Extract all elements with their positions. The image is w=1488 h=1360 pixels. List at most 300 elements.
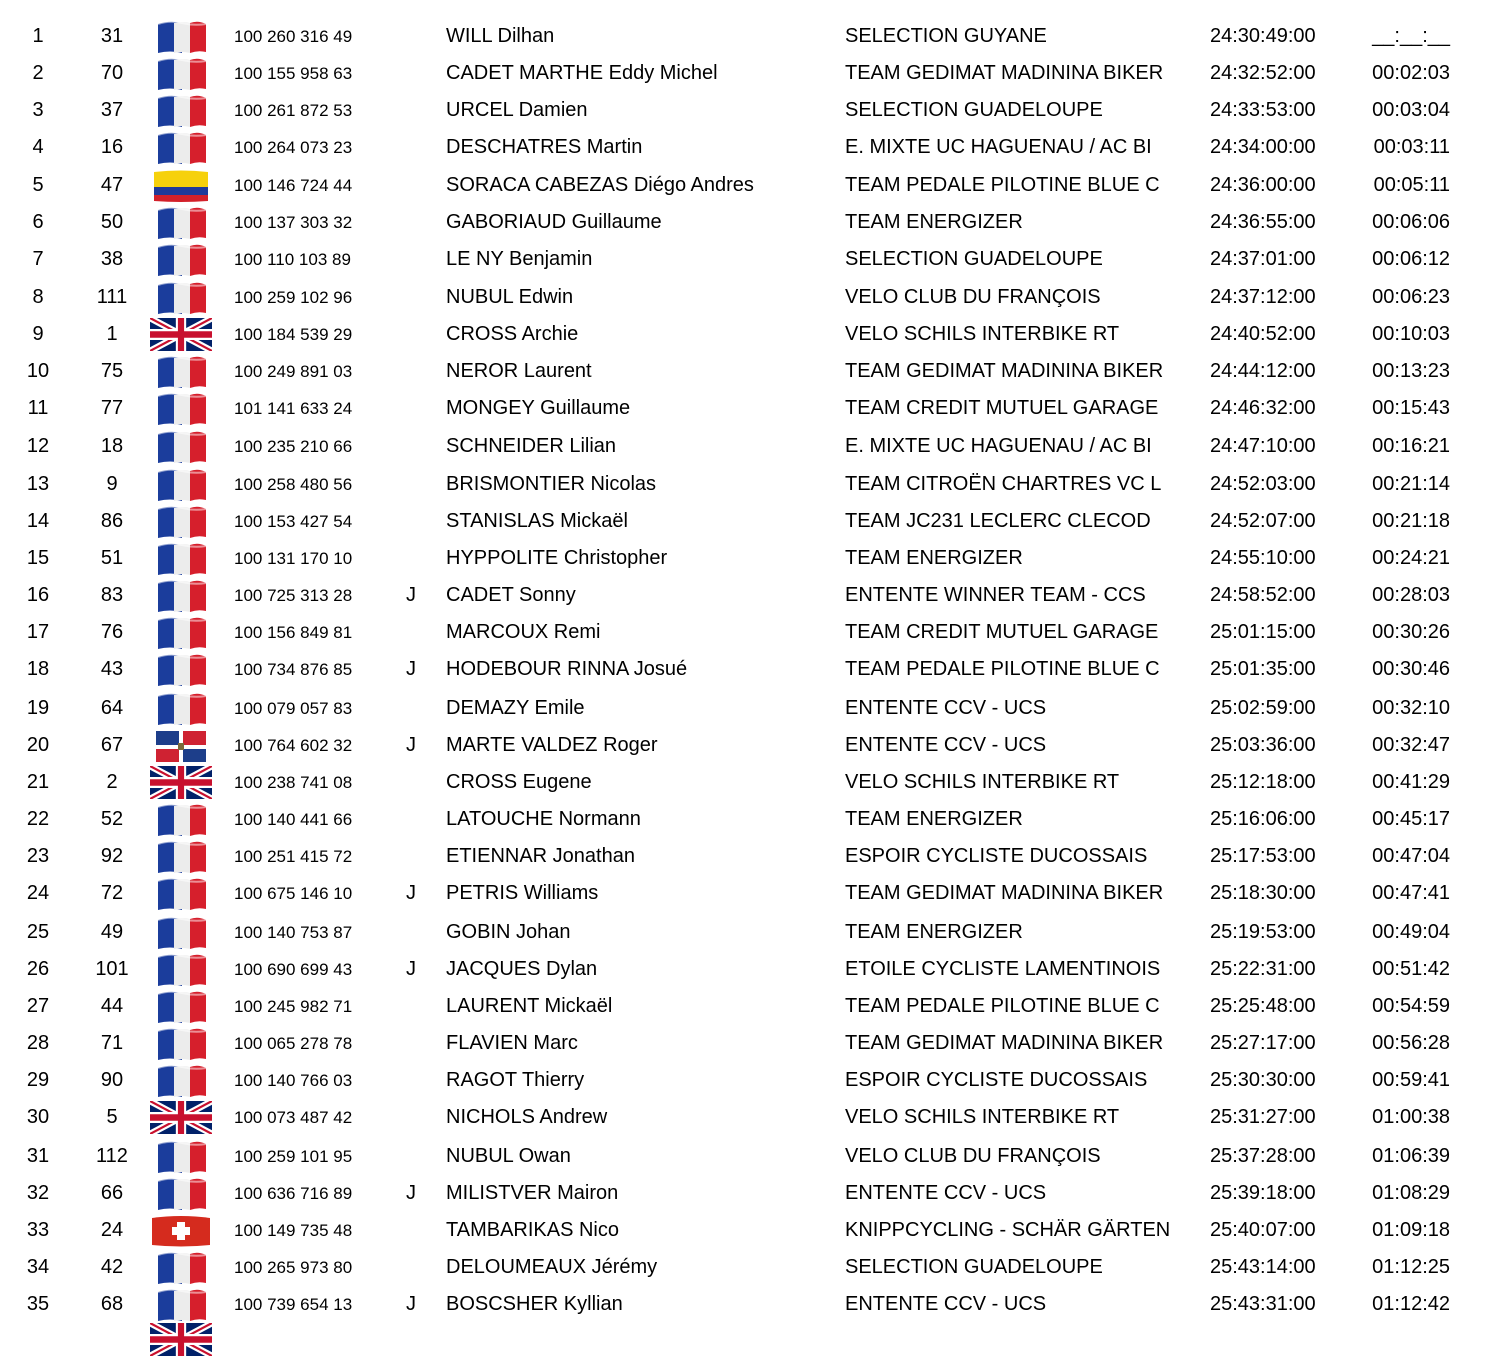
- colombia-flag: [150, 169, 212, 202]
- team-name-cell: SELECTION GUADELOUPE: [845, 248, 1103, 270]
- rider-name-cell: PETRIS Williams: [446, 882, 599, 904]
- position-cell: 13: [26, 473, 50, 495]
- total-time-cell: 25:01:15:00: [1210, 621, 1316, 643]
- time-gap-cell: 00:02:03: [1372, 62, 1450, 84]
- team-name-cell: E. MIXTE UC HAGUENAU / AC BI: [845, 136, 1152, 158]
- table-row: [0, 55, 1488, 92]
- position-cell: 8: [32, 286, 44, 308]
- total-time-cell: 25:31:27:00: [1210, 1106, 1316, 1128]
- position-cell: 32: [26, 1182, 50, 1204]
- uci-id-cell: 100 149 735 48: [234, 1221, 353, 1240]
- table-row: [0, 540, 1488, 577]
- team-name-cell: SELECTION GUYANE: [845, 25, 1047, 47]
- uci-id-cell: 100 156 849 81: [234, 623, 353, 642]
- table-row-partial: [0, 1323, 1488, 1360]
- france-flag: [150, 990, 212, 1023]
- uci-id-cell: 100 261 872 53: [234, 101, 353, 120]
- table-row: [0, 428, 1488, 465]
- france-flag: [150, 803, 212, 836]
- bib-number-cell: 42: [100, 1256, 124, 1278]
- total-time-cell: 25:03:36:00: [1210, 734, 1316, 756]
- uci-id-cell: 100 131 170 10: [234, 549, 353, 568]
- france-flag: [150, 1140, 212, 1173]
- rider-name-cell: DESCHATRES Martin: [446, 136, 643, 158]
- table-row: [0, 279, 1488, 316]
- bib-number-cell: 24: [100, 1219, 124, 1241]
- total-time-cell: 24:30:49:00: [1210, 25, 1316, 47]
- bib-number-cell: 76: [100, 621, 124, 643]
- france-flag: [150, 430, 212, 463]
- rider-name-cell: SCHNEIDER Lilian: [446, 435, 617, 457]
- rider-name-cell: SORACA CABEZAS Diégo Andres: [446, 174, 754, 196]
- total-time-cell: 24:52:07:00: [1210, 510, 1316, 532]
- france-flag: [150, 281, 212, 314]
- total-time-cell: 24:44:12:00: [1210, 360, 1316, 382]
- rider-name-cell: LAURENT Mickaël: [446, 995, 613, 1017]
- position-cell: 15: [26, 547, 50, 569]
- position-cell: 12: [26, 435, 50, 457]
- time-gap-cell: 00:13:23: [1372, 360, 1450, 382]
- time-gap-cell: 00:24:21: [1372, 547, 1450, 569]
- uci-id-cell: 100 260 316 49: [234, 27, 353, 46]
- table-row: [0, 1025, 1488, 1062]
- table-row: [0, 1138, 1488, 1175]
- rider-name-cell: LATOUCHE Normann: [446, 808, 641, 830]
- category-cell: J: [406, 958, 416, 980]
- table-row: [0, 92, 1488, 129]
- bib-number-cell: 83: [100, 584, 124, 606]
- france-flag: [150, 653, 212, 686]
- bib-number-cell: 67: [100, 734, 124, 756]
- category-cell: J: [406, 734, 416, 756]
- team-name-cell: SELECTION GUADELOUPE: [845, 1256, 1103, 1278]
- rider-name-cell: CROSS Eugene: [446, 771, 592, 793]
- france-flag: [150, 1027, 212, 1060]
- position-cell: 10: [26, 360, 50, 382]
- table-row: [0, 1286, 1488, 1323]
- time-gap-cell: 00:06:12: [1372, 248, 1450, 270]
- table-row: [0, 914, 1488, 951]
- france-flag: [150, 692, 212, 725]
- time-gap-cell: 00:32:47: [1372, 734, 1450, 756]
- time-gap-cell: 01:08:29: [1372, 1182, 1450, 1204]
- bib-number-cell: 64: [100, 697, 124, 719]
- total-time-cell: 25:40:07:00: [1210, 1219, 1316, 1241]
- team-name-cell: TEAM GEDIMAT MADININA BIKER: [845, 360, 1164, 382]
- position-cell: 18: [26, 658, 50, 680]
- uci-id-cell: 100 675 146 10: [234, 884, 353, 903]
- bib-number-cell: 111: [96, 286, 128, 308]
- bib-number-cell: 50: [100, 211, 124, 233]
- table-row: [0, 129, 1488, 166]
- time-gap-cell: 00:05:11: [1373, 174, 1450, 196]
- bib-number-cell: 71: [100, 1032, 124, 1054]
- position-cell: 4: [32, 136, 44, 158]
- france-flag: [150, 1064, 212, 1097]
- total-time-cell: 25:12:18:00: [1210, 771, 1316, 793]
- position-cell: 31: [26, 1145, 50, 1167]
- total-time-cell: 25:27:17:00: [1210, 1032, 1316, 1054]
- uci-id-cell: 100 065 278 78: [234, 1034, 353, 1053]
- position-cell: 17: [26, 621, 50, 643]
- rider-name-cell: MARTE VALDEZ Roger: [446, 734, 658, 756]
- time-gap-cell: 00:47:41: [1372, 882, 1450, 904]
- bib-number-cell: 77: [100, 397, 124, 419]
- position-cell: 2: [32, 62, 44, 84]
- time-gap-cell: 00:06:06: [1372, 211, 1450, 233]
- switzerland-flag: [150, 1214, 212, 1247]
- rider-name-cell: TAMBARIKAS Nico: [446, 1219, 619, 1241]
- bib-number-cell: 2: [106, 771, 118, 793]
- position-cell: 3: [32, 99, 44, 121]
- team-name-cell: TEAM CREDIT MUTUEL GARAGE: [845, 397, 1159, 419]
- category-cell: J: [406, 882, 416, 904]
- rider-name-cell: HODEBOUR RINNA Josué: [446, 658, 688, 680]
- bib-number-cell: 49: [100, 921, 124, 943]
- bib-number-cell: 86: [100, 510, 124, 532]
- total-time-cell: 24:33:53:00: [1210, 99, 1316, 121]
- uci-id-cell: 100 251 415 72: [234, 847, 353, 866]
- france-flag: [150, 953, 212, 986]
- position-cell: 6: [32, 211, 44, 233]
- total-time-cell: 25:37:28:00: [1210, 1145, 1316, 1167]
- total-time-cell: 25:02:59:00: [1210, 697, 1316, 719]
- time-gap-cell: 00:41:29: [1372, 771, 1450, 793]
- france-flag: [150, 877, 212, 910]
- table-row: [0, 466, 1488, 503]
- uci-id-cell: 100 690 699 43: [234, 960, 353, 979]
- time-gap-cell: 00:47:04: [1372, 845, 1450, 867]
- table-row: [0, 1099, 1488, 1136]
- time-gap-cell: 00:21:18: [1372, 510, 1450, 532]
- rider-name-cell: ETIENNAR Jonathan: [446, 845, 635, 867]
- table-row: [0, 764, 1488, 801]
- position-cell: 21: [26, 771, 50, 793]
- bib-number-cell: 37: [100, 99, 124, 121]
- rider-name-cell: HYPPOLITE Christopher: [446, 547, 668, 569]
- france-flag: [150, 579, 212, 612]
- france-flag: [150, 1288, 212, 1321]
- time-gap-cell: 00:45:17: [1372, 808, 1450, 830]
- total-time-cell: 24:46:32:00: [1210, 397, 1316, 419]
- rider-name-cell: JACQUES Dylan: [446, 958, 598, 980]
- time-gap-cell: 00:56:28: [1372, 1032, 1450, 1054]
- time-gap-cell: 01:06:39: [1372, 1145, 1450, 1167]
- uk-flag: [150, 318, 212, 351]
- uci-id-cell: 100 258 480 56: [234, 475, 353, 494]
- dominican-republic-flag: [150, 729, 212, 762]
- position-cell: 33: [26, 1219, 50, 1241]
- uci-id-cell: 100 259 102 96: [234, 288, 353, 307]
- table-row: [0, 316, 1488, 353]
- france-flag: [150, 542, 212, 575]
- time-gap-cell: 01:09:18: [1372, 1219, 1450, 1241]
- team-name-cell: TEAM GEDIMAT MADININA BIKER: [845, 882, 1164, 904]
- team-name-cell: TEAM JC231 LECLERC CLECOD: [845, 510, 1151, 532]
- bib-number-cell: 90: [100, 1069, 124, 1091]
- team-name-cell: SELECTION GUADELOUPE: [845, 99, 1103, 121]
- france-flag: [150, 1177, 212, 1210]
- total-time-cell: 25:43:31:00: [1210, 1293, 1316, 1315]
- position-cell: 5: [32, 174, 44, 196]
- rider-name-cell: LE NY Benjamin: [446, 248, 593, 270]
- table-row: [0, 614, 1488, 651]
- france-flag: [150, 468, 212, 501]
- france-flag: [150, 355, 212, 388]
- time-gap-cell: 00:16:21: [1372, 435, 1450, 457]
- category-cell: J: [406, 584, 416, 606]
- table-row: [0, 241, 1488, 278]
- time-gap-cell: 00:59:41: [1372, 1069, 1450, 1091]
- team-name-cell: VELO SCHILS INTERBIKE RT: [845, 1106, 1120, 1128]
- total-time-cell: 24:32:52:00: [1210, 62, 1316, 84]
- total-time-cell: 24:58:52:00: [1210, 584, 1316, 606]
- rider-name-cell: NICHOLS Andrew: [446, 1106, 608, 1128]
- table-row: [0, 988, 1488, 1025]
- time-gap-cell: 00:54:59: [1372, 995, 1450, 1017]
- uci-id-cell: 100 110 103 89: [234, 250, 351, 269]
- bib-number-cell: 18: [100, 435, 124, 457]
- team-name-cell: TEAM GEDIMAT MADININA BIKER: [845, 1032, 1164, 1054]
- team-name-cell: TEAM PEDALE PILOTINE BLUE C: [845, 174, 1160, 196]
- rider-name-cell: BOSCSHER Kyllian: [446, 1293, 623, 1315]
- uci-id-cell: 100 140 753 87: [234, 923, 353, 942]
- rider-name-cell: RAGOT Thierry: [446, 1069, 585, 1091]
- uci-id-cell: 100 073 487 42: [234, 1108, 353, 1127]
- rider-name-cell: BRISMONTIER Nicolas: [446, 473, 657, 495]
- total-time-cell: 25:18:30:00: [1210, 882, 1316, 904]
- total-time-cell: 25:17:53:00: [1210, 845, 1316, 867]
- team-name-cell: TEAM ENERGIZER: [845, 211, 1023, 233]
- total-time-cell: 24:34:00:00: [1210, 136, 1316, 158]
- time-gap-cell: 00:30:46: [1372, 658, 1450, 680]
- uci-id-cell: 100 238 741 08: [234, 773, 353, 792]
- rider-name-cell: MARCOUX Remi: [446, 621, 601, 643]
- position-cell: 26: [26, 958, 50, 980]
- rider-name-cell: CADET MARTHE Eddy Michel: [446, 62, 718, 84]
- total-time-cell: 24:47:10:00: [1210, 435, 1316, 457]
- total-time-cell: 25:25:48:00: [1210, 995, 1316, 1017]
- position-cell: 23: [26, 845, 50, 867]
- time-gap-cell: 00:49:04: [1372, 921, 1450, 943]
- total-time-cell: 25:39:18:00: [1210, 1182, 1316, 1204]
- total-time-cell: 24:55:10:00: [1210, 547, 1316, 569]
- team-name-cell: VELO SCHILS INTERBIKE RT: [845, 323, 1120, 345]
- rider-name-cell: NUBUL Edwin: [446, 286, 574, 308]
- position-cell: 11: [27, 397, 49, 419]
- france-flag: [150, 840, 212, 873]
- total-time-cell: 25:43:14:00: [1210, 1256, 1316, 1278]
- uci-id-cell: 100 140 441 66: [234, 810, 353, 829]
- rider-name-cell: NUBUL Owan: [446, 1145, 571, 1167]
- position-cell: 24: [26, 882, 50, 904]
- france-flag: [150, 94, 212, 127]
- bib-number-cell: 75: [100, 360, 124, 382]
- position-cell: 16: [26, 584, 50, 606]
- position-cell: 14: [26, 510, 50, 532]
- table-row: [0, 577, 1488, 614]
- uci-id-cell: 100 245 982 71: [234, 997, 353, 1016]
- uci-id-cell: 100 249 891 03: [234, 362, 353, 381]
- bib-number-cell: 43: [100, 658, 124, 680]
- total-time-cell: 24:52:03:00: [1210, 473, 1316, 495]
- team-name-cell: ENTENTE WINNER TEAM - CCS: [845, 584, 1146, 606]
- table-row: [0, 204, 1488, 241]
- total-time-cell: 25:01:35:00: [1210, 658, 1316, 680]
- france-flag: [150, 20, 212, 53]
- uci-id-cell: 100 725 313 28: [234, 586, 353, 605]
- bib-number-cell: 101: [95, 958, 129, 980]
- total-time-cell: 24:40:52:00: [1210, 323, 1316, 345]
- rider-name-cell: DELOUMEAUX Jérémy: [446, 1256, 658, 1278]
- uci-id-cell: 100 146 724 44: [234, 176, 353, 195]
- table-row: [0, 353, 1488, 390]
- uci-id-cell: 100 235 210 66: [234, 437, 353, 456]
- france-flag: [150, 1251, 212, 1284]
- total-time-cell: 25:30:30:00: [1210, 1069, 1316, 1091]
- table-row: [0, 727, 1488, 764]
- time-gap-cell: 00:28:03: [1372, 584, 1450, 606]
- bib-number-cell: 31: [100, 25, 124, 47]
- time-gap-cell: 00:03:04: [1372, 99, 1450, 121]
- total-time-cell: 25:16:06:00: [1210, 808, 1316, 830]
- team-name-cell: E. MIXTE UC HAGUENAU / AC BI: [845, 435, 1152, 457]
- bib-number-cell: 70: [100, 62, 124, 84]
- team-name-cell: TEAM PEDALE PILOTINE BLUE C: [845, 995, 1160, 1017]
- time-gap-cell: 00:15:43: [1372, 397, 1450, 419]
- france-flag: [150, 505, 212, 538]
- team-name-cell: ENTENTE CCV - UCS: [845, 1293, 1047, 1315]
- team-name-cell: TEAM PEDALE PILOTINE BLUE C: [845, 658, 1160, 680]
- rider-name-cell: DEMAZY Emile: [446, 697, 585, 719]
- rider-name-cell: URCEL Damien: [446, 99, 588, 121]
- uci-id-cell: 100 636 716 89: [234, 1184, 353, 1203]
- table-row: [0, 838, 1488, 875]
- table-row: [0, 951, 1488, 988]
- france-flag: [150, 616, 212, 649]
- table-row: [0, 1249, 1488, 1286]
- table-row: [0, 1175, 1488, 1212]
- time-gap-cell: 00:32:10: [1372, 697, 1450, 719]
- total-time-cell: 24:36:00:00: [1210, 174, 1316, 196]
- uci-id-cell: 100 734 876 85: [234, 660, 353, 679]
- table-row: [0, 167, 1488, 204]
- bib-number-cell: 47: [100, 174, 124, 196]
- time-gap-cell: 00:21:14: [1372, 473, 1450, 495]
- position-cell: 1: [32, 25, 44, 47]
- time-gap-cell: 00:51:42: [1372, 958, 1450, 980]
- table-row: [0, 503, 1488, 540]
- france-flag: [150, 206, 212, 239]
- position-cell: 34: [26, 1256, 50, 1278]
- bib-number-cell: 92: [100, 845, 124, 867]
- rider-name-cell: CADET Sonny: [446, 584, 576, 606]
- team-name-cell: TEAM CITROËN CHARTRES VC L: [845, 473, 1162, 495]
- rider-name-cell: MILISTVER Mairon: [446, 1182, 619, 1204]
- uk-flag: [150, 1101, 212, 1134]
- position-cell: 9: [32, 323, 44, 345]
- uci-id-cell: 100 153 427 54: [234, 512, 353, 531]
- uci-id-cell: 100 739 654 13: [234, 1295, 353, 1314]
- table-row: [0, 690, 1488, 727]
- uci-id-cell: 101 141 633 24: [234, 399, 353, 418]
- uci-id-cell: 100 259 101 95: [234, 1147, 353, 1166]
- team-name-cell: ENTENTE CCV - UCS: [845, 1182, 1047, 1204]
- time-gap-cell: 01:12:42: [1372, 1293, 1450, 1315]
- uci-id-cell: 100 155 958 63: [234, 64, 353, 83]
- table-row: [0, 1212, 1488, 1249]
- table-row: [0, 390, 1488, 427]
- bib-number-cell: 52: [100, 808, 124, 830]
- bib-number-cell: 51: [100, 547, 124, 569]
- category-cell: J: [406, 1182, 416, 1204]
- uk-flag: [150, 766, 212, 799]
- bib-number-cell: 16: [100, 136, 124, 158]
- rider-name-cell: CROSS Archie: [446, 323, 579, 345]
- position-cell: 35: [26, 1293, 50, 1315]
- bib-number-cell: 72: [100, 882, 124, 904]
- team-name-cell: TEAM ENERGIZER: [845, 808, 1023, 830]
- time-gap-cell: 00:06:23: [1372, 286, 1450, 308]
- position-cell: 30: [26, 1106, 50, 1128]
- total-time-cell: 24:37:01:00: [1210, 248, 1316, 270]
- rider-name-cell: MONGEY Guillaume: [446, 397, 631, 419]
- position-cell: 7: [32, 248, 44, 270]
- bib-number-cell: 66: [100, 1182, 124, 1204]
- position-cell: 25: [26, 921, 50, 943]
- bib-number-cell: 68: [100, 1293, 124, 1315]
- team-name-cell: VELO CLUB DU FRANÇOIS: [845, 286, 1101, 308]
- team-name-cell: KNIPPCYCLING - SCHÄR GÄRTEN: [845, 1219, 1171, 1241]
- time-gap-cell: 01:12:25: [1372, 1256, 1450, 1278]
- uci-id-cell: 100 079 057 83: [234, 699, 353, 718]
- position-cell: 20: [26, 734, 50, 756]
- table-row: [0, 1062, 1488, 1099]
- team-name-cell: TEAM GEDIMAT MADININA BIKER: [845, 62, 1164, 84]
- time-gap-cell: 00:03:11: [1373, 136, 1450, 158]
- rider-name-cell: FLAVIEN Marc: [446, 1032, 578, 1054]
- team-name-cell: VELO CLUB DU FRANÇOIS: [845, 1145, 1101, 1167]
- uci-id-cell: 100 140 766 03: [234, 1071, 353, 1090]
- france-flag: [150, 392, 212, 425]
- bib-number-cell: 112: [96, 1145, 128, 1167]
- total-time-cell: 24:36:55:00: [1210, 211, 1316, 233]
- total-time-cell: 25:19:53:00: [1210, 921, 1316, 943]
- france-flag: [150, 57, 212, 90]
- position-cell: 27: [26, 995, 50, 1017]
- france-flag: [150, 916, 212, 949]
- france-flag: [150, 131, 212, 164]
- bib-number-cell: 44: [100, 995, 124, 1017]
- time-gap-cell: 00:10:03: [1372, 323, 1450, 345]
- team-name-cell: TEAM ENERGIZER: [845, 921, 1023, 943]
- position-cell: 29: [26, 1069, 50, 1091]
- position-cell: 28: [26, 1032, 50, 1054]
- uci-id-cell: 100 137 303 32: [234, 213, 353, 232]
- uci-id-cell: 100 264 073 23: [234, 138, 353, 157]
- table-row: [0, 801, 1488, 838]
- uci-id-cell: 100 184 539 29: [234, 325, 353, 344]
- team-name-cell: VELO SCHILS INTERBIKE RT: [845, 771, 1120, 793]
- table-row: [0, 875, 1488, 912]
- france-flag: [150, 243, 212, 276]
- table-row: [0, 651, 1488, 688]
- uci-id-cell: 100 764 602 32: [234, 736, 353, 755]
- time-gap-cell: 00:30:26: [1372, 621, 1450, 643]
- bib-number-cell: 9: [106, 473, 118, 495]
- rider-name-cell: STANISLAS Mickaël: [446, 510, 628, 532]
- team-name-cell: ENTENTE CCV - UCS: [845, 697, 1047, 719]
